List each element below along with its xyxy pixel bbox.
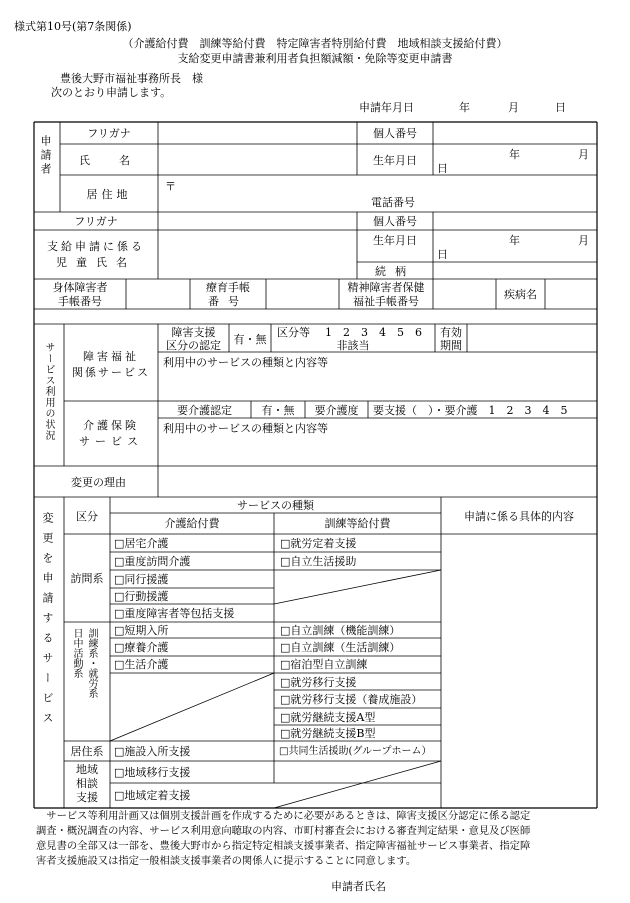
day-category-label: 日中活動系 — [71, 628, 82, 678]
change-services-side-label: 変更を申請するサービス — [41, 512, 54, 732]
applicant-furigana-label: フリガナ — [87, 127, 131, 140]
date-month: 月 — [508, 101, 519, 114]
care-insurance-label-1: 介護保険 — [83, 419, 139, 432]
applicant-name-label: 氏 名 — [79, 154, 139, 167]
child-birth-day: 日 — [437, 248, 448, 261]
consent-line: 意見書の全部又は一部を、豊後大野市から指定特定相談支援事業者、指定障害福祉サービス事業者、指定障 — [36, 840, 531, 852]
applicant-side-label: 申請者 — [39, 135, 52, 177]
community-category-label-2: 相談 — [76, 777, 98, 790]
day-training-item[interactable]: □就労継続支援B型 — [280, 727, 376, 740]
visit-care-item[interactable]: □重度障害者等包括支援 — [114, 607, 235, 620]
child-individual-no-label: 個人番号 — [373, 215, 417, 228]
service-type-header: サービスの種類 — [237, 499, 314, 512]
mental-handbook-label-1: 精神障害者保健 — [347, 281, 425, 294]
care-support-levels: 要支援（ ）・要介護 1 2 3 4 5 — [373, 404, 568, 417]
community-care-item[interactable]: □地域移行支援 — [114, 766, 191, 779]
day-category-sub-label: 訓練系・就労系 — [86, 628, 97, 698]
title-line-1: （介護給付費 訓練等給付費 特定障害者特別給付費 地域相談支援給付費） — [122, 37, 508, 50]
physical-handbook-label-1: 身体障害者 — [52, 281, 108, 294]
residence-care-item[interactable]: □施設入所支援 — [114, 745, 191, 758]
care-level-label: 要介護度 — [314, 404, 359, 417]
category-header: 区分 — [76, 510, 98, 523]
intro-text: 次のとおり申請します。 — [51, 86, 172, 99]
class-label: 区分等 — [277, 326, 310, 339]
support-cert-label-2: 区分の認定 — [166, 339, 221, 352]
child-birthdate-label: 生年月日 — [373, 234, 417, 247]
welfare-service-label-1: 障害福祉 — [83, 350, 139, 363]
training-benefit-header: 訓練等給付費 — [324, 517, 391, 530]
consent-line: サービス等利用計画又は個別支援計画を作成するために必要があるときは、障害支援区分認定に係る認定 — [36, 810, 531, 822]
day-training-item[interactable]: □宿泊型自立訓練 — [280, 658, 368, 671]
valid-period-label-1: 有効 — [440, 326, 462, 339]
support-cert-yes-no: 有・無 — [233, 333, 267, 346]
applicant-individual-no-label: 個人番号 — [373, 127, 417, 140]
applicant-birth-month: 月 — [578, 148, 589, 161]
not-applicable: 非該当 — [336, 339, 370, 352]
community-care-item[interactable]: □地域定着支援 — [114, 789, 191, 802]
child-label-line-1: 支給申請に係る — [47, 240, 145, 253]
change-reason-label: 変更の理由 — [71, 476, 126, 489]
day-training-item[interactable]: □自立訓練（機能訓練） — [280, 624, 401, 637]
class-numbers: 1 2 3 4 5 6 — [325, 326, 422, 339]
care-cert-label: 要介護認定 — [177, 404, 232, 417]
addressee: 豊後大野市福祉事務所長 様 — [60, 72, 203, 85]
valid-period-label-2: 期間 — [440, 339, 462, 352]
consent-line: 害者支援施設又は指定一般相談支援事業者の関係人に提示することに同意します。 — [36, 855, 417, 867]
visit-care-item[interactable]: □同行援護 — [114, 573, 169, 586]
day-training-item[interactable]: □自立訓練（生活訓練） — [280, 641, 401, 654]
physical-handbook-label-2: 手帳番号 — [58, 295, 102, 308]
disease-label: 疾病名 — [504, 288, 537, 301]
community-category-label-1: 地域 — [76, 763, 98, 776]
child-furigana-label: フリガナ — [74, 215, 118, 228]
support-cert-label-1: 障害支援 — [171, 326, 216, 339]
visit-care-item[interactable]: □重度訪問介護 — [114, 555, 191, 568]
welfare-service-label-2: 関係サービス — [72, 366, 150, 379]
detail-header: 申請に係る具体的内容 — [464, 510, 574, 523]
community-category-label-3: 支援 — [76, 791, 98, 804]
care-cert-yes-no: 有・無 — [261, 404, 295, 417]
phone-label: 電話番号 — [371, 196, 415, 209]
day-training-item[interactable]: □就労移行支援 — [280, 676, 357, 689]
child-birth-month: 月 — [578, 234, 589, 247]
date-year: 年 — [459, 101, 470, 114]
mental-handbook-label-2: 福祉手帳番号 — [353, 295, 419, 308]
applicant-address-label: 居住地 — [86, 188, 132, 201]
applicant-birth-year: 年 — [509, 148, 520, 161]
applicant-birthdate-label: 生年月日 — [373, 154, 417, 167]
visit-care-item[interactable]: □居宅介護 — [114, 537, 169, 550]
care-benefit-header: 介護給付費 — [164, 517, 220, 530]
day-training-item[interactable]: □就労継続支援A型 — [280, 711, 376, 724]
residence-training-item[interactable]: □共同生活援助(グループホーム） — [279, 746, 432, 757]
care-insurance-label-2: サービス — [79, 435, 143, 448]
consent-line: 調査・概況調査の内容、サービス利用意向聴取の内容、市町村審査会における審査判定結果・意見及び医師 — [36, 825, 531, 837]
rehab-handbook-label-2: 番号 — [208, 295, 248, 308]
child-label-line-2: 児童氏名 — [56, 256, 136, 269]
residence-category-label: 居住系 — [70, 745, 104, 758]
rehab-handbook-label-1: 療育手帳 — [206, 281, 250, 294]
applicant-birth-day: 日 — [437, 162, 448, 175]
visit-training-item[interactable]: □就労定着支援 — [280, 537, 357, 550]
welfare-service-detail-label: 利用中のサービスの種類と内容等 — [163, 356, 328, 369]
title-line-2: 支給変更申請書兼利用者負担額減額・免除等変更申請書 — [177, 52, 453, 65]
service-status-side-label: サービス利用の状況 — [43, 342, 54, 441]
visit-care-item[interactable]: □行動援護 — [114, 590, 169, 603]
care-service-detail-label: 利用中のサービスの種類と内容等 — [163, 422, 328, 435]
visit-category-label: 訪問系 — [70, 572, 104, 585]
day-care-item[interactable]: □生活介護 — [114, 658, 169, 671]
date-day: 日 — [555, 101, 566, 114]
relation-label: 続柄 — [375, 265, 415, 278]
day-care-item[interactable]: □療養介護 — [114, 641, 169, 654]
form-number: 様式第10号(第7条関係) — [14, 20, 132, 33]
postal-mark: 〒 — [165, 180, 176, 193]
day-training-item[interactable]: □就労移行支援（養成施設） — [280, 693, 423, 706]
visit-training-item[interactable]: □自立生活援助 — [280, 555, 357, 568]
signature-label: 申請者氏名 — [331, 880, 386, 893]
day-care-item[interactable]: □短期入所 — [114, 624, 169, 637]
date-label: 申請年月日 — [359, 101, 414, 114]
child-birth-year: 年 — [509, 234, 520, 247]
